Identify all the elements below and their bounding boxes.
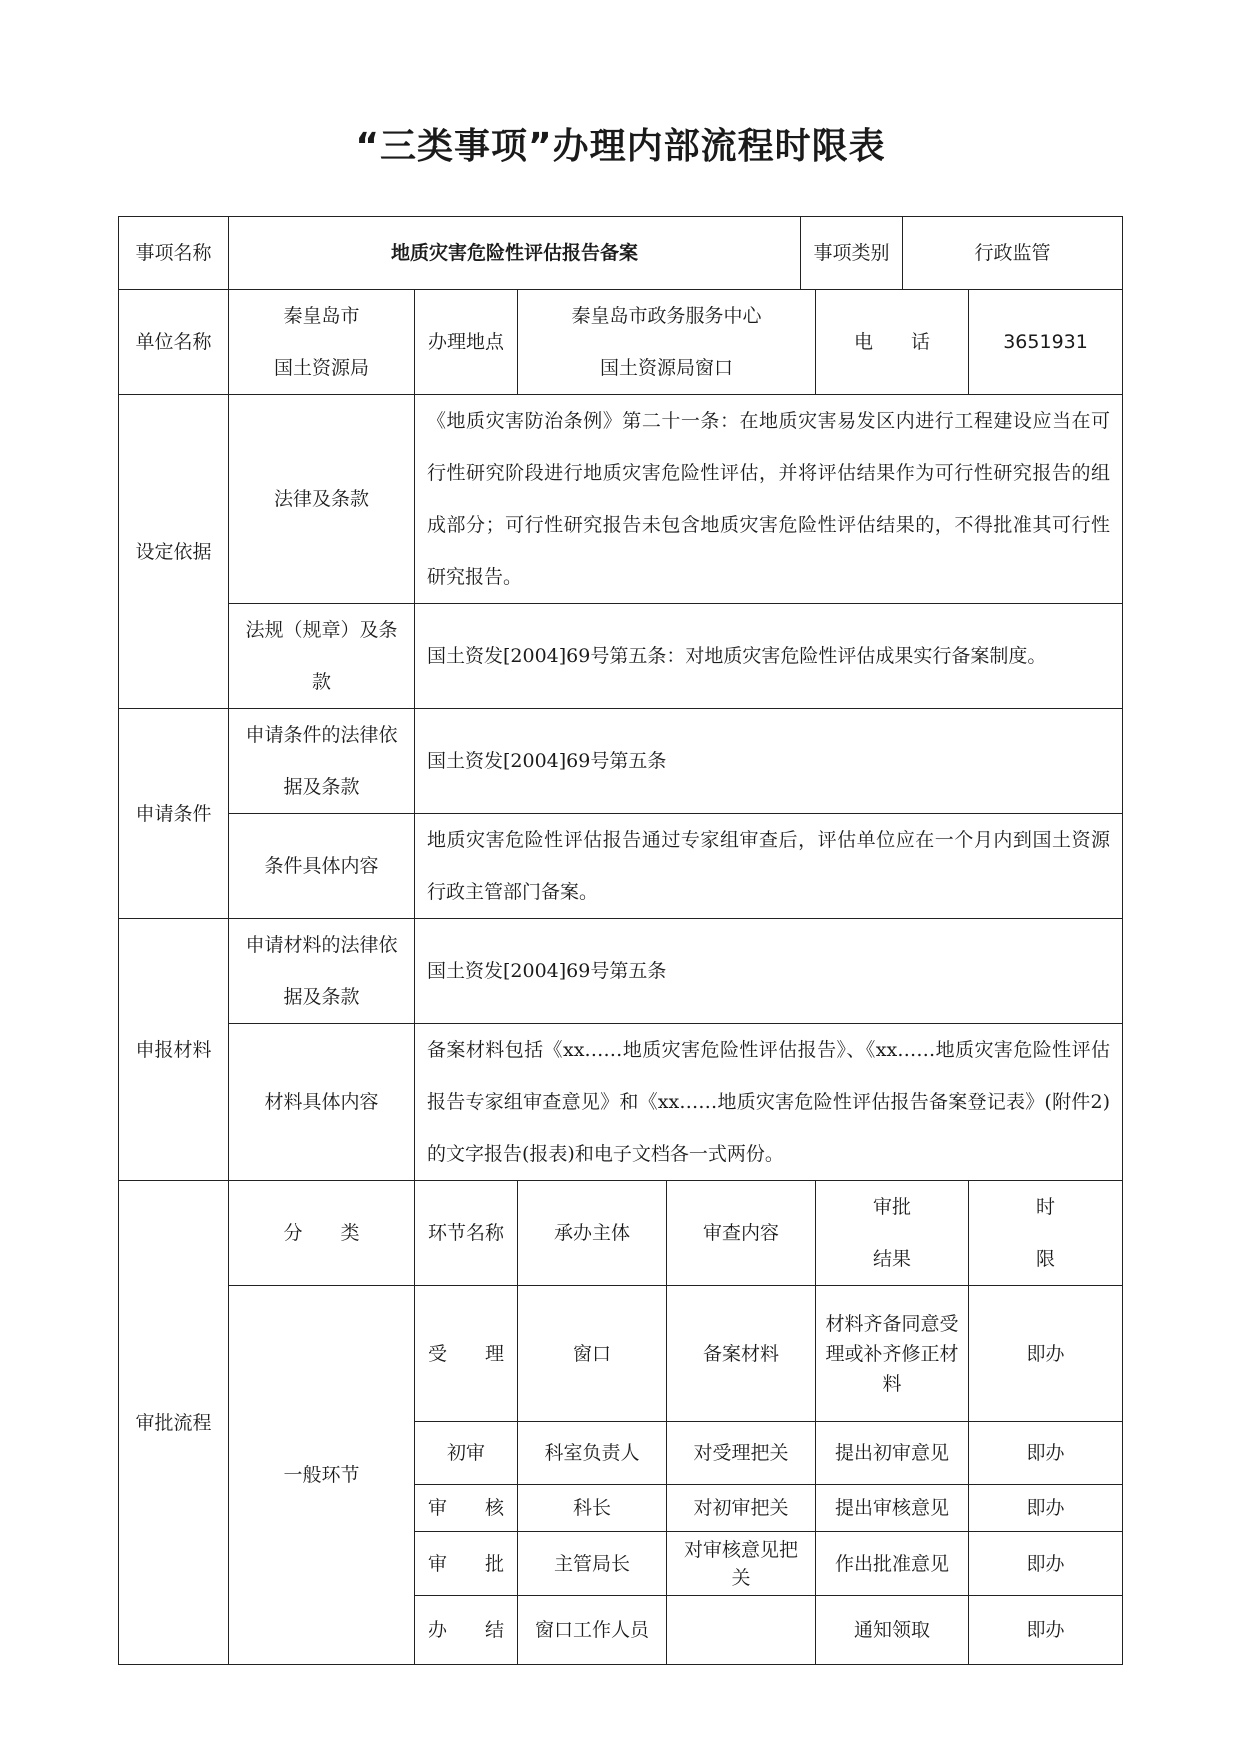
header-result-line2: 结果 (873, 1248, 912, 1270)
process-label: 审批流程 (119, 1181, 229, 1665)
unit-name-value (229, 290, 415, 395)
conditions-label: 申请条件 (119, 709, 229, 919)
conditions-basis-label (229, 709, 415, 814)
row-conditions-content (119, 814, 1123, 919)
step-time: 即办 (969, 1596, 1123, 1665)
document-title: “三类事项”办理内部流程时限表 (355, 126, 886, 167)
step-name: 初审 (415, 1422, 518, 1485)
header-time-line2: 限 (1036, 1248, 1056, 1270)
step-handler: 科长 (518, 1485, 667, 1532)
law-text: 《地质灾害防治条例》第二十一条：在地质灾害易发区内进行工程建设应当在可行性研究阶段进行地质灾害危险性评估，并将评估结果作为可行性研究报告的组成部分；可行性研究报告未包含地质灾害危险性评估结果的，不得批准其可行性研究报告。 (415, 395, 1123, 604)
step-result: 通知领取 (816, 1596, 969, 1665)
step-name: 审 批 (415, 1532, 518, 1596)
materials-basis-label (229, 919, 415, 1024)
step-review (667, 1596, 816, 1665)
step-handler: 科室负责人 (518, 1422, 667, 1485)
location-label: 办理地点 (415, 290, 518, 395)
materials-basis-label-line2: 据及条款 (283, 986, 360, 1008)
regulation-text: 国土资发[2004]69号第五条：对地质灾害危险性评估成果实行备案制度。 (415, 604, 1123, 709)
phone-value: 3651931 (969, 290, 1123, 395)
law-label: 法律及条款 (229, 395, 415, 604)
header-handler: 承办主体 (518, 1181, 667, 1286)
conditions-content-label: 条件具体内容 (229, 814, 415, 919)
step-handler: 窗口工作人员 (518, 1596, 667, 1665)
step-name: 办 结 (415, 1596, 518, 1665)
item-category-label: 事项类别 (801, 217, 903, 290)
row-item-name (119, 217, 1123, 290)
header-time-line1: 时 (1036, 1196, 1056, 1218)
materials-content-label: 材料具体内容 (229, 1024, 415, 1181)
materials-basis-text: 国土资发[2004]69号第五条 (415, 919, 1123, 1024)
row-materials-content (119, 1024, 1123, 1181)
step-time: 即办 (969, 1485, 1123, 1532)
unit-name-line1: 秦皇岛市 (283, 305, 360, 327)
unit-name-line2: 国土资源局 (273, 357, 369, 379)
step-name: 受 理 (415, 1286, 518, 1422)
regulation-label (229, 604, 415, 709)
row-process-header (119, 1181, 1123, 1286)
phone-label: 电 话 (816, 290, 969, 395)
row-unit (119, 290, 1123, 395)
header-category: 分 类 (229, 1181, 415, 1286)
regulation-label-line1: 法规（规章）及条 (245, 619, 398, 641)
step-review: 对初审把关 (667, 1485, 816, 1532)
item-name-value: 地质灾害危险性评估报告备案 (229, 217, 801, 290)
table-row (119, 1286, 1123, 1422)
step-review: 备案材料 (667, 1286, 816, 1422)
location-value (518, 290, 816, 395)
item-name-label: 事项名称 (119, 217, 229, 290)
location-line1: 秦皇岛市政务服务中心 (571, 305, 762, 327)
header-result-line1: 审批 (873, 1196, 912, 1218)
materials-label: 申报材料 (119, 919, 229, 1181)
step-time: 即办 (969, 1286, 1123, 1422)
step-result: 提出初审意见 (816, 1422, 969, 1485)
location-line2: 国土资源局窗口 (600, 357, 734, 379)
header-time (969, 1181, 1123, 1286)
row-conditions-basis (119, 709, 1123, 814)
step-review: 对受理把关 (667, 1422, 816, 1485)
step-handler: 主管局长 (518, 1532, 667, 1596)
step-time: 即办 (969, 1532, 1123, 1596)
step-result: 作出批准意见 (816, 1532, 969, 1596)
step-handler: 窗口 (518, 1286, 667, 1422)
header-result (816, 1181, 969, 1286)
conditions-content-text: 地质灾害危险性评估报告通过专家组审查后，评估单位应在一个月内到国土资源行政主管部门备案。 (415, 814, 1123, 919)
step-time: 即办 (969, 1422, 1123, 1485)
row-materials-basis (119, 919, 1123, 1024)
row-basis-regulation (119, 604, 1123, 709)
process-time-limit-table (118, 216, 1123, 1665)
step-review: 对审核意见把关 (667, 1532, 816, 1596)
step-result: 提出审核意见 (816, 1485, 969, 1532)
row-basis-law (119, 395, 1123, 604)
header-review: 审查内容 (667, 1181, 816, 1286)
header-step: 环节名称 (415, 1181, 518, 1286)
regulation-label-line2: 款 (311, 671, 331, 693)
step-name: 审 核 (415, 1485, 518, 1532)
materials-content-text: 备案材料包括《xx……地质灾害危险性评估报告》、《xx……地质灾害危险性评估报告专家组审查意见》和《xx……地质灾害危险性评估报告备案登记表》(附件2)的文字报告(报表)和电子文档各一式两份。 (415, 1024, 1123, 1181)
general-steps-label: 一般环节 (229, 1286, 415, 1665)
item-category-value: 行政监管 (903, 217, 1123, 290)
basis-label: 设定依据 (119, 395, 229, 709)
conditions-basis-label-line1: 申请条件的法律依 (245, 724, 398, 746)
step-result: 材料齐备同意受理或补齐修正材料 (816, 1286, 969, 1422)
materials-basis-label-line1: 申请材料的法律依 (245, 934, 398, 956)
conditions-basis-label-line2: 据及条款 (283, 776, 360, 798)
conditions-basis-text: 国土资发[2004]69号第五条 (415, 709, 1123, 814)
unit-label: 单位名称 (119, 290, 229, 395)
